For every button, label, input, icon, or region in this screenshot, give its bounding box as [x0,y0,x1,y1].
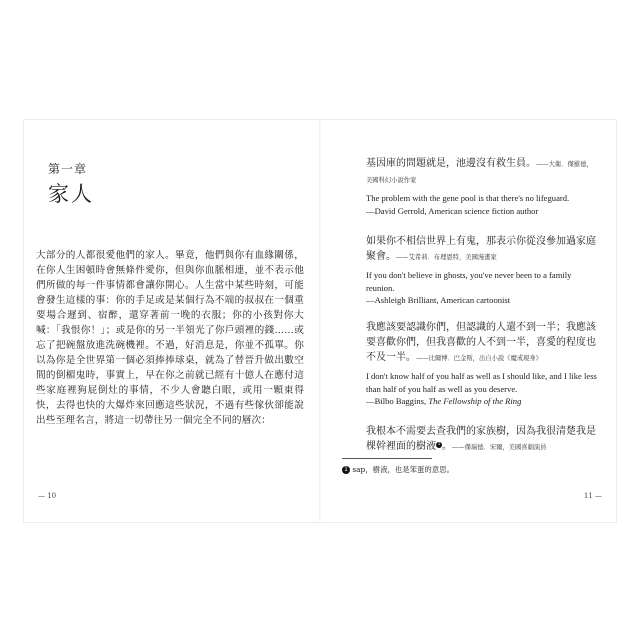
quote-en-text: The problem with the gene pool is that there's no lifeguard. [366,193,570,203]
quote-zh [366,320,598,366]
quote-zh-attribution: ——大衛．傑羅德，美國科幻小說作家 [366,161,593,184]
right-page [320,120,616,522]
quote-zh-text: 我應該要認識你們，但認識的人還不到一半；我應該要喜歡你們，但我喜歡的人不到一半，喜愛的程度也不及一半。 [366,322,596,363]
quote-zh-punct: 。 [442,441,452,452]
chapter-title: 家人 [48,182,94,206]
quote-zh-attribution: ——艾希莉．布理恩特，美國漫畫家 [396,254,497,261]
quote-en [366,192,598,217]
quote-en [366,269,598,307]
chapter-label: 第一章 [48,162,88,176]
quote-block [366,320,598,408]
quote-en-text: If you don't believe in ghosts, you've never been to a family reunion. [366,270,572,293]
quote-zh-attribution: ——傑瑞德．宋爾，美國喜劇演員 [452,444,547,451]
quote-en [366,370,598,408]
quote-en-attribution: —Ashleigh Brilliant, American cartoonist [366,295,511,305]
quote-block [366,424,598,455]
quote-block [366,234,598,307]
footnote-rule [342,458,432,459]
quote-zh [366,234,598,265]
quote-en-text: I don't know half of you half as well as I should like, and I like less than half of you half as well as you deserve. [366,371,597,394]
footnote-text: sap，樹液，也是笨蛋的意思。 [352,465,454,474]
quote-zh-text: 如果你不相信世界上有鬼，那表示你從沒參加過家庭聚會。 [366,236,596,262]
quote-zh-attribution: ——比爾博．巴金斯，出自小說《魔戒現身》 [416,355,542,362]
quote-en-attribution: —Bilbo Baggins, [366,396,429,406]
quote-en-attribution: —David Gerrold, American science fiction author [366,205,539,216]
page-number-left: — 10 [38,492,57,500]
footnote-reference: 1 [437,441,441,447]
quote-zh [366,424,598,455]
quote-zh-text: 我根本不需要去查我們的家族樹，因為我很清楚我是棵幹裡面的樹液 [366,426,596,452]
book-spread [24,120,616,522]
quote-zh [366,156,598,188]
footnote-marker: 1 [342,466,350,474]
quote-zh-text: 基因庫的問題就是，池邊沒有救生員。 [366,158,536,169]
body-paragraph: 大部分的人都很愛他們的家人。畢竟，他們與你有血緣關係，在你人生困頓時會無條件愛你，但與你血脈相連，並不表示他們所做的每一件事情都會讓你開心。人生當中某些時刻，可能會發生這樣的事：你的手足或是某個行為不端的叔叔在一個重要場合遲到、宿醉，還穿著前一晚的衣服；你的小孩對你大喊：「我恨你！」；或是你的另一半領光了你戶頭裡的錢……或忘了把碗盤放進洗碗機裡。不過，好消息是，你並不孤單。你以為你是全世界第一個必須捧捧球桌，就為了替晉升做出數空間的倒楣鬼時，事實上，早在你之前就已經有十億人在應付這些家庭裡狗屁倒灶的事情，不少人會聽白眼，或用一顆東得快，去得也快的大爆炸來回應這些狀況，不過有些傢伙卻能說出些至理名言，將這一切帶往另一個完全不同的層次： [36,250,304,426]
quote-block [366,156,598,217]
footnote [342,464,454,475]
page-number-right: 11 — [583,492,602,500]
left-page [24,120,320,522]
book-title: The Fellowship of the Ring [428,396,522,406]
